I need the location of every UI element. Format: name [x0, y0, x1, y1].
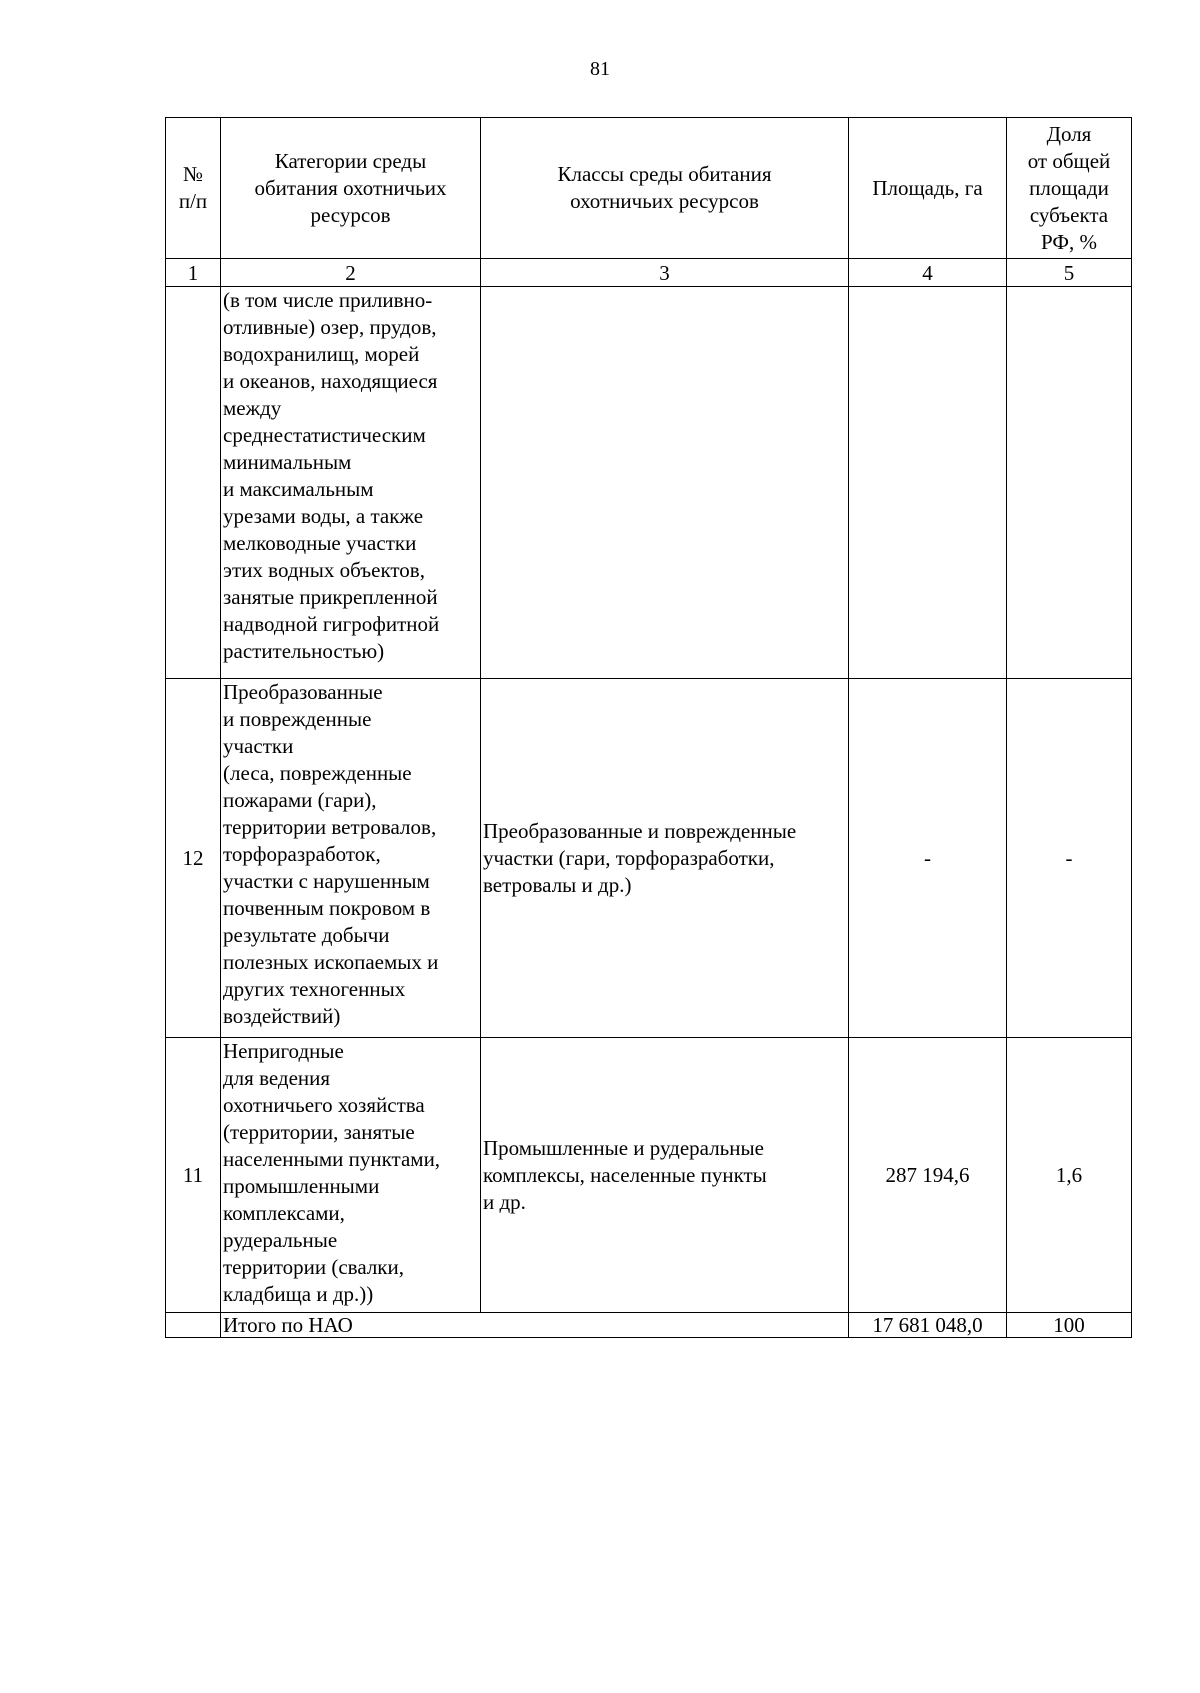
cell-text-line: территории ветровалов, — [223, 815, 437, 839]
row-category — [221, 1038, 481, 1313]
cell-text-line: мелководные участки — [223, 531, 417, 555]
cell-text-line: Преобразованные и поврежденные — [483, 818, 797, 843]
header-number-line: п/п — [178, 189, 208, 213]
total-number-cell — [166, 1313, 221, 1338]
header-class-line: Классы среды обитания — [557, 162, 772, 186]
cell-text-line: торфоразработок, — [223, 842, 381, 866]
row-class — [481, 679, 849, 1038]
cell-text-line: охотничьего хозяйства — [223, 1093, 425, 1117]
cell-text-line: отливные) озер, прудов, — [223, 315, 437, 339]
cell-text-line: кладбища и др.)) — [223, 1282, 374, 1306]
row-category — [221, 287, 481, 679]
column-number: 5 — [1007, 259, 1132, 287]
total-share: 100 — [1007, 1313, 1132, 1338]
row-number — [166, 287, 221, 679]
table-row — [166, 1038, 1132, 1313]
header-share — [1007, 118, 1132, 259]
cell-text-line: комплексами, — [223, 1201, 345, 1225]
cell-text-line: среднестатистическим — [223, 423, 426, 447]
header-share-line: площади — [1029, 175, 1109, 200]
total-row — [166, 1313, 1132, 1338]
header-category-line: Категории среды — [274, 148, 427, 173]
table-header-row — [166, 118, 1132, 259]
page-number: 81 — [590, 58, 610, 80]
header-share-line: субъекта — [1029, 202, 1109, 227]
row-share: 1,6 — [1007, 1038, 1132, 1313]
cell-text-line: для ведения — [223, 1066, 331, 1090]
cell-text-line: урезами воды, а также — [223, 504, 424, 528]
cell-text-line: промышленными — [223, 1174, 380, 1198]
cell-text-line: территории (свалки, — [223, 1255, 404, 1279]
row-category — [221, 679, 481, 1038]
cell-text-line: надводной гигрофитной — [223, 612, 440, 636]
header-area-line: Площадь, га — [872, 175, 983, 200]
column-number: 4 — [849, 259, 1007, 287]
cell-text-line: почвенным покровом в — [223, 896, 431, 920]
cell-text-line: населенными пунктами, — [223, 1147, 441, 1171]
column-number: 3 — [481, 259, 849, 287]
cell-text-line: участки — [223, 734, 294, 758]
header-number-line: № — [182, 162, 204, 186]
cell-text-line: (в том числе приливно- — [223, 288, 433, 312]
cell-text-line: результате добычи — [223, 923, 390, 947]
row-area: - — [849, 679, 1007, 1038]
header-share-line: РФ, % — [1041, 229, 1097, 254]
cell-text-line: ветровалы и др.) — [483, 872, 632, 897]
header-category-line: обитания охотничьих — [254, 175, 447, 200]
header-share-line: Доля — [1046, 121, 1092, 146]
cell-text-line: рудеральные — [223, 1228, 338, 1252]
cell-text-line: занятые прикрепленной — [223, 585, 438, 609]
cell-text-line: других техногенных — [223, 977, 406, 1001]
header-category — [221, 118, 481, 259]
cell-text-line: Непригодные — [223, 1039, 344, 1063]
cell-text-line: водохранилищ, морей — [223, 342, 420, 366]
header-class — [481, 118, 849, 259]
cell-text-line: комплексы, населенные пункты — [483, 1162, 767, 1187]
cell-text-line: минимальным — [223, 450, 352, 474]
cell-text-line: Преобразованные — [223, 680, 383, 704]
cell-text-line: и др. — [483, 1189, 526, 1214]
cell-text-line: (территории, занятые — [223, 1120, 415, 1144]
row-class — [481, 287, 849, 679]
cell-text-line: пожарами (гари), — [223, 788, 377, 812]
cell-text-line: полезных ископаемых и — [223, 950, 439, 974]
cell-text-line: растительностью) — [223, 639, 385, 663]
row-number: 11 — [166, 1038, 221, 1313]
row-share: - — [1007, 679, 1132, 1038]
cell-text-line: и океанов, находящиеся — [223, 369, 438, 393]
header-area — [849, 118, 1007, 259]
row-area: 287 194,6 — [849, 1038, 1007, 1313]
column-number: 1 — [166, 259, 221, 287]
row-share — [1007, 287, 1132, 679]
column-number: 2 — [221, 259, 481, 287]
table-row — [166, 287, 1132, 679]
cell-text-line: и поврежденные — [223, 707, 372, 731]
cell-text-line: воздействий) — [223, 1004, 341, 1028]
table-row — [166, 679, 1132, 1038]
header-number — [166, 118, 221, 259]
habitat-table — [165, 117, 1132, 1338]
header-share-line: от общей — [1027, 148, 1111, 173]
total-area: 17 681 048,0 — [849, 1313, 1007, 1338]
header-category-line: ресурсов — [310, 202, 391, 227]
cell-text-line: (леса, поврежденные — [223, 761, 412, 785]
cell-text-line: Промышленные и рудеральные — [483, 1135, 764, 1160]
cell-text-line: участки (гари, торфоразработки, — [483, 845, 775, 870]
cell-text-line: и максимальным — [223, 477, 374, 501]
cell-text-line: между — [223, 396, 282, 420]
cell-text-line: этих водных объектов, — [223, 558, 425, 582]
header-class-line: охотничьих ресурсов — [570, 189, 759, 213]
row-number: 12 — [166, 679, 221, 1038]
total-label: Итого по НАО — [221, 1313, 849, 1338]
column-number-row — [166, 259, 1132, 287]
row-class — [481, 1038, 849, 1313]
cell-text-line: участки с нарушенным — [223, 869, 430, 893]
row-area — [849, 287, 1007, 679]
